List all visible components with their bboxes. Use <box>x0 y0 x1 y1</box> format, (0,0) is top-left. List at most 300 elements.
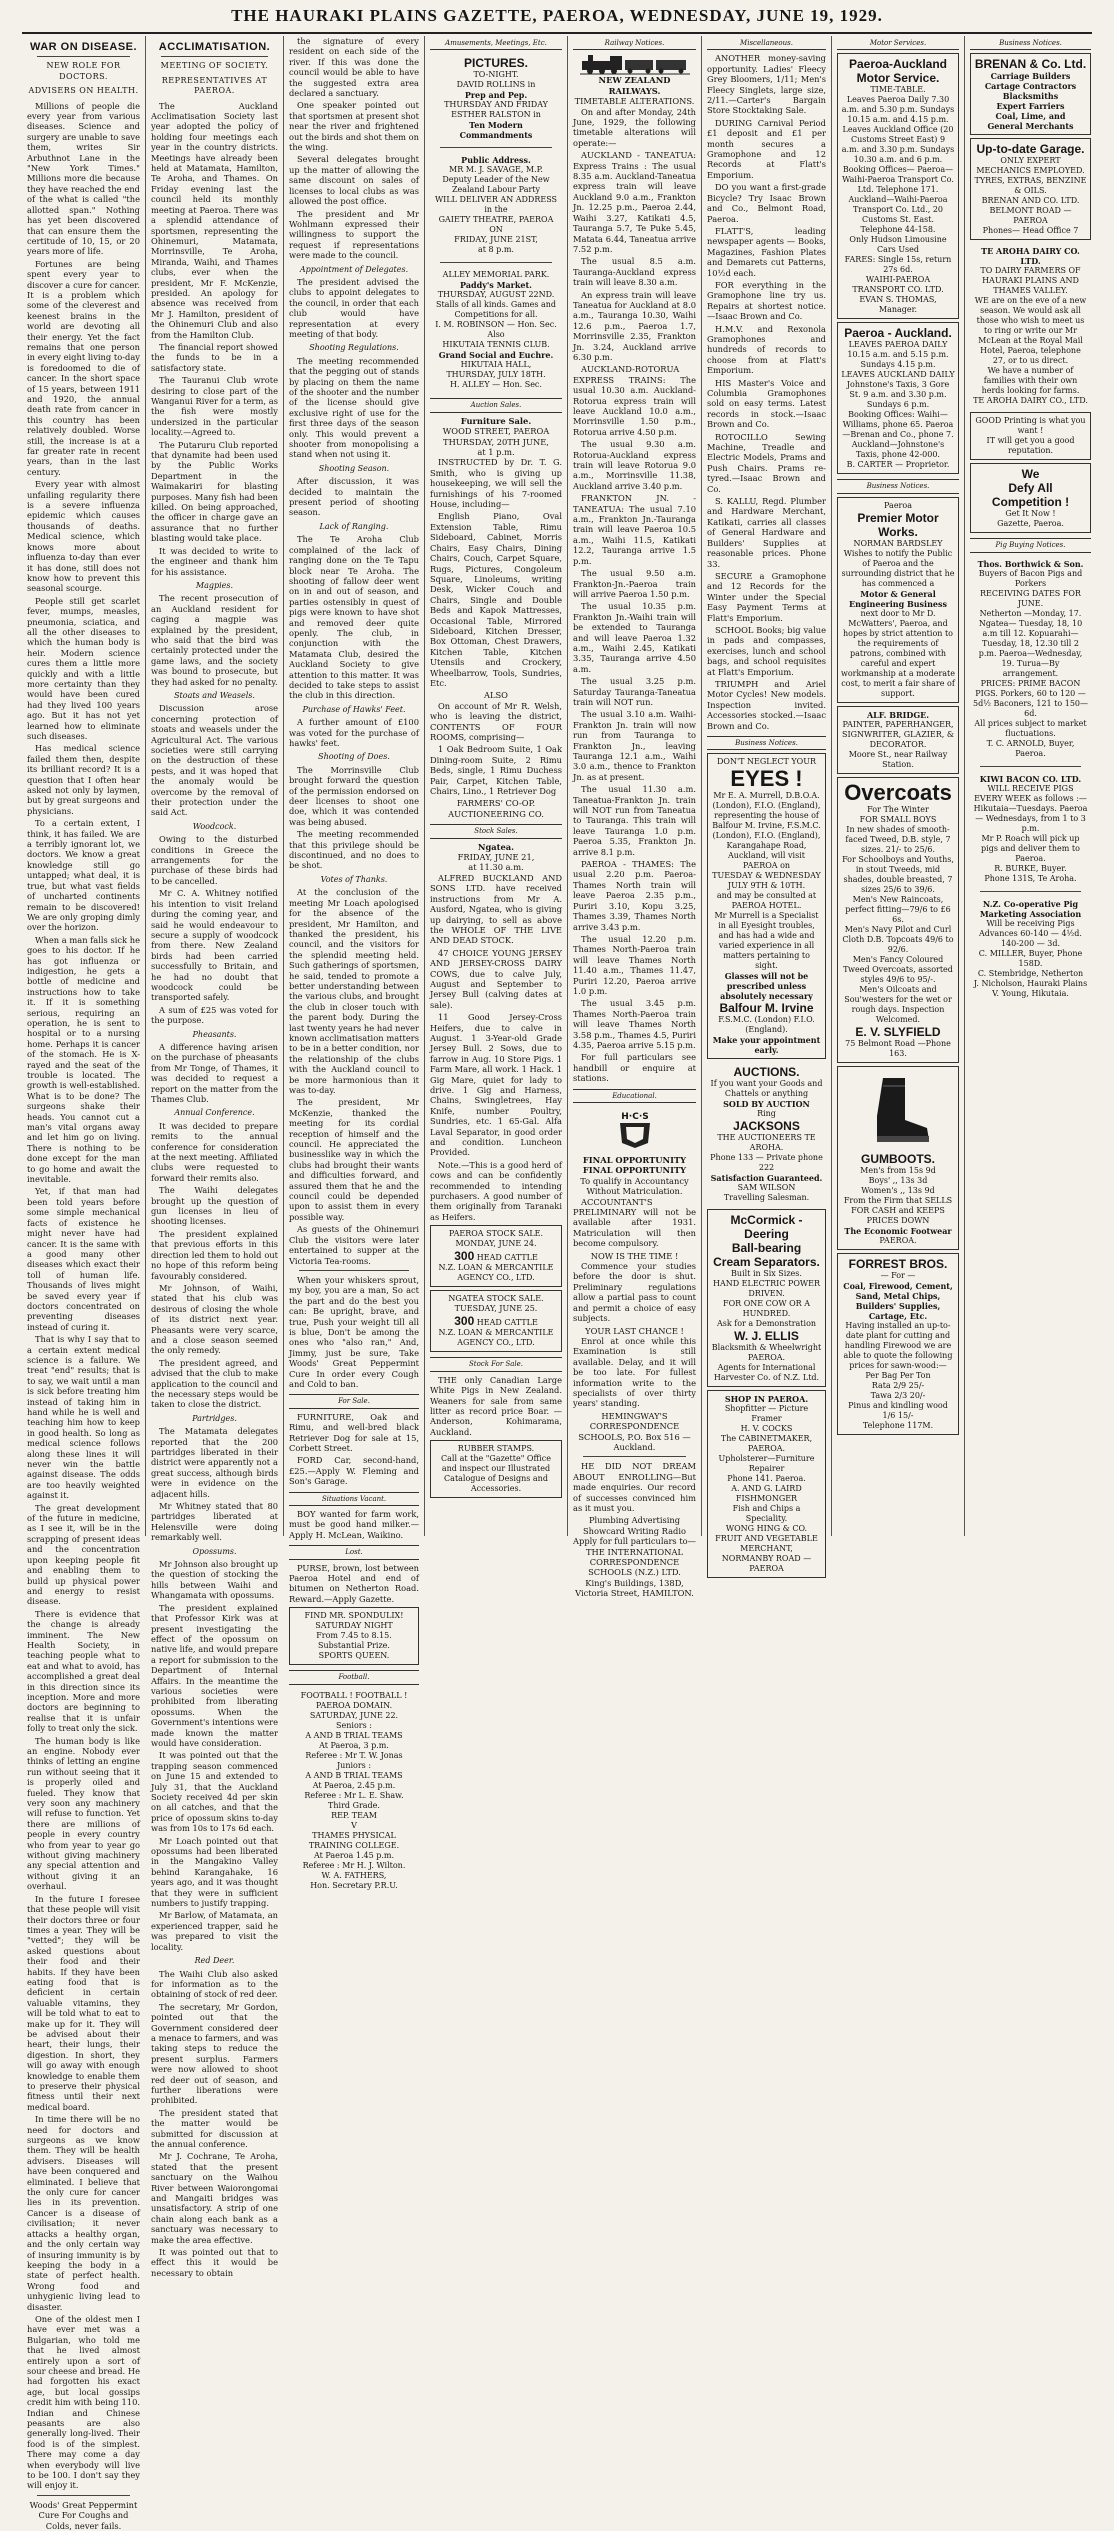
ad-line: Carriage Builders <box>990 71 1071 82</box>
paragraph: Mr Whitney stated that 80 partridges liberated at Helensville were doing remarkably well. <box>151 1501 278 1543</box>
ad-line: To qualify in Accountancy Without Matriculation. <box>580 1175 689 1197</box>
poem: When your whiskers sprout, my boy, you are a man, So act the part and do the best you can: Be upright, brave, and true, Push your weight till all is blue, Don't be among the ones who "also ran," And, Jimmy, just be sure, Take Woods' Great Peppermint Cure In order every Cough and Cold to ban. <box>289 1274 419 1389</box>
ad-title: Paeroa - Auckland. <box>844 326 952 341</box>
column-header: Amusements, Meetings, Etc. <box>430 36 562 50</box>
defy-all-competition-ad <box>970 463 1091 533</box>
ad-line: ESTHER RALSTON in <box>451 110 541 120</box>
ad-line: TIME-TABLE. <box>870 85 926 95</box>
ad-title: BRENAN & Co. Ltd. <box>974 57 1087 72</box>
ad-title: Cream Separators. <box>713 1255 820 1270</box>
paragraph: Enrol at once while this Examination is still available. Delay, and it will be too late. For fullest information write to the specialists of over thirty years' standing. <box>573 1335 696 1409</box>
ad-line: Ask for a Demonstration <box>716 1319 817 1329</box>
ad-line: BELMONT ROAD — PAEROA <box>989 206 1072 226</box>
ad-line: THAMES PHYSICAL TRAINING COLLEGE. <box>308 1830 400 1850</box>
ad-line: Upholsterer—Furniture Repairer <box>718 1454 815 1474</box>
column-header: Business Notices. <box>970 36 1091 50</box>
ad-line: At Paeroa, 2.45 p.m. <box>312 1780 396 1790</box>
ad-line: V. Young, Hikutaia. <box>992 988 1069 998</box>
paragraph: At the conclusion of the meeting Mr Loach apologised for the absence of the president, Mr Hamilton, and thanked the president, his council, and the visitors for the splendid meeting held. Such gatherings of sportsmen, he said, tended to promote a better understanding between the various clubs, and brought the club in closer touch with the parent body. During the last twenty years he had never known acclimatisation matters to be in a better condition, nor the relationship of the clubs with the Auckland council to be more harmonious than it was to-day. <box>289 887 419 1095</box>
section-bar: Stock Sales. <box>430 824 562 838</box>
paragraph: To a certain extent, I think, it has failed. We are a terribly ignorant lot, we doctors. We know a great knowledge still go untapped; what deal, it is true, but what vast fields of uncharted continents remain to be discovered! We are only groping dimly over the horizon. <box>27 818 140 933</box>
divider <box>440 147 552 148</box>
ad-line: SPORTS QUEEN. <box>318 1651 390 1661</box>
section-heading: Shooting Regulations. <box>309 343 399 353</box>
ad-line: Phone 133 — Private phone 222 <box>710 1153 823 1173</box>
ad-line: Deputy Leader of the New Zealand Labour Party <box>442 175 550 195</box>
ad-line: FRIDAY, JUNE 21, <box>457 852 535 863</box>
ad-line: Buyers of Bacon Pigs and Porkers <box>978 568 1083 588</box>
paragraph: The recent prosecution of an Auckland resident for caging a magpie was explained by the president, who said that the bird was certainly protected under the game laws, and the society was bound to prosecute, but they had asked for no penalty. <box>151 593 278 687</box>
ngatea-stock-sale-ad <box>430 1290 562 1352</box>
ad-line: Coal, Firewood, Cement, Sand, Metal Chips, Builders' Supplies, Cartage, Etc. <box>843 1280 953 1321</box>
ad-line: FRUIT AND VEGETABLE MERCHANT, <box>715 1534 818 1554</box>
paragraph: PAEROA - THAMES: The usual 2.20 p.m. Paeroa-Thames North train will leave Paeroa 2.35 p.m., Puriri 3.10, Kopu 3.25, Thames 3.39, Thames North arrive 3.43 p.m. <box>573 859 696 932</box>
paragraph: AUCKLAND - TANEATUA: Express Trains : The usual 8.35 a.m. Auckland-Taneatua express train will leave Auckland 9.0 a.m., Frankton Jn. 12.25 p.m., Paeroa 2.44, Waihi 3.27, Katikati 4.5, Tauranga 5.7, Te Puke 5.45, Matata 6.44, Taneatua arrive 7.52 p.m. <box>573 150 696 254</box>
section-heading: Lack of Ranging. <box>319 521 389 531</box>
ad-line: Referee : Mr H. J. Wilton. <box>302 1860 406 1870</box>
ad-line: LEAVES PAEROA DAILY 10.15 a.m. and 5.15 p.m. Sundays 4.15 p.m. <box>847 340 949 370</box>
section-bar: Lost. <box>289 1545 419 1559</box>
ad-title: McCormick - Deering <box>730 1213 803 1242</box>
good-printing-ad <box>970 412 1091 460</box>
ad-line: TE AROHA DAIRY CO., LTD. <box>973 396 1088 406</box>
ad-line: FARES: Single 15s, return 27s 6d. <box>844 255 952 275</box>
paragraph: The president explained that previous efforts in this direction led them to hold out no hope of this reform being favourably considered. <box>151 1228 278 1281</box>
section-heading: Shooting Season. <box>318 463 390 473</box>
ad-line: Phone 141. Paeroa. <box>727 1474 806 1484</box>
paragraph: 47 CHOICE YOUNG JERSEY AND JERSEY-CROSS DAIRY COWS, due to calve July, August and September to Jersey Bull (calving dates at sale). <box>430 947 562 1010</box>
ad-line: Per Bag Per Ton <box>865 1370 931 1380</box>
masthead <box>0 0 1114 32</box>
paragraph: In time there will be no need for doctors and surgeons as we know them. They will be health advisers. Diseases will have been conquered and eliminated. I believe that the only cure for cancer lies in its prevention. Cancer is a disease of civilisation; it never attacks a healthy organ, and the only certain way of insuring immunity is by keeping the body in a state of perfect health. Wrong food and unhygienic living lead to disaster. <box>27 2114 140 2312</box>
ad-title: FINAL OPPORTUNITY <box>582 1155 687 1165</box>
ad-line: next door to Mr D. McWatters', Paeroa, and hopes by strict attention to the requirements of patrons, combined with careful and expert workmanship at a moderate cost, to merit a fair share of support. <box>841 608 955 698</box>
ad-title: Up-to-date Garage. <box>976 142 1085 157</box>
paragraph: Fortunes are being spent every year to discover a cure for cancer. It is a problem which some of the cleverest and keenest brains in the world are devoting all their energy. Yet the fact remains that one person in every eight living to-day is foredoomed to die of cancer. In the short space of 15 years, between 1911 and 1920, the annual death rate from cancer in this country has been relatively doubled. Worse still, the increase is at a far greater rate in recent years, than in the last century. <box>27 258 140 477</box>
ad-line: Rata 2/9 25/- <box>871 1380 925 1390</box>
ad-line: Pinus and kindling wood 1/6 15/- <box>848 1400 948 1420</box>
paragraph: After discussion, it was decided to maintain the present period of shooting season. <box>289 476 419 518</box>
ad-line: Wishes to notify the Public of Paeroa and the surrounding district that he has commenced a <box>841 548 955 588</box>
paragraph: It was pointed out that the trapping season commenced on June 15 and extended to July 31, that the Auckland Society received 4d per skin on all catches, and that the price of opossum skins to-day was from 10s to 17s 6d each. <box>151 1750 278 1834</box>
hcs-emblem-icon <box>612 1109 658 1149</box>
paragraph: The Waihi delegates brought up the question of gun licenses in lieu of shooting licenses. <box>151 1185 278 1227</box>
column-acclimatisation-continued <box>284 36 425 1890</box>
paeroa-stock-sale-ad <box>430 1225 562 1287</box>
ad-line: ONLY EXPERT MECHANICS EMPLOYED. <box>976 156 1085 176</box>
ad-line: FRIDAY, JUNE 21ST, <box>454 235 538 245</box>
paragraph: The Matamata delegates reported that the 200 partridges liberated in their district were apparently not a great success, although birds were in evidence on the adjacent hills. <box>151 1426 278 1499</box>
ad-line: TUESDAY, JUNE 25. <box>454 1304 538 1314</box>
up-to-date-garage-ad <box>970 138 1091 240</box>
column-miscellaneous <box>702 36 832 1574</box>
section-heading: Partridges. <box>192 1413 237 1423</box>
ad-title: Paddy's Market. <box>460 280 532 291</box>
column-header: Miscellaneous. <box>707 36 826 50</box>
paragraph: Note.—This is a good herd of cows and can be confidently recommended to intending purchasers. A good number of them originally from Taranaki as Heifers. <box>430 1159 562 1222</box>
ad-line: BRENAN AND CO. LTD. <box>981 196 1080 206</box>
ad-line: Blacksmiths <box>1002 91 1059 102</box>
paragraph: Commence your studies before the door is shut. Preliminary regulations allow a partial pass to count and permit a choice of easy subjects. <box>573 1261 696 1324</box>
section-heading: Stoats and Weasels. <box>174 690 255 700</box>
ad-line: NOW IS THE TIME ! <box>590 1250 679 1261</box>
ad-line: WE are on the eve of a new season. We would ask all those who wish to meet us to ring or write our Mr McLean at the Royal Mail Hotel, Paeroa, telephone 27, or to us direct. <box>974 296 1087 366</box>
paragraph: As guests of the Ohinemuri Club the visitors were later entertained to supper at the Victoria Tea-rooms. <box>289 1224 419 1266</box>
ad-line: Will be receiving Pigs <box>986 918 1075 928</box>
column-acclimatisation <box>146 36 284 2278</box>
ad-title: RUBBER STAMPS. <box>457 1444 535 1454</box>
section-heading: Purchase of Hawks' Feet. <box>302 704 406 714</box>
locomotive-icon <box>580 53 690 75</box>
paragraph: Mr J. Cochrane, Te Aroha, stated that the present sanctuary on the Waihou River between Waiorongomai and Mangaiti bridges was unsatisfactory. A strip of one chain along each bank as a sanctuary was necessary to make the area effective. <box>151 2151 278 2245</box>
ad-line: Apply for full particulars to— <box>573 1536 696 1547</box>
ad-title: Defy All <box>1008 481 1053 496</box>
ad-line: THE INTERNATIONAL CORRESPONDENCE SCHOOLS (N.Z.) LTD. <box>585 1546 683 1578</box>
ad-line: Satisfaction Guaranteed. <box>710 1173 823 1184</box>
ad-line: Telephone 117M. <box>862 1420 934 1430</box>
ad-line: THURSDAY, 20TH JUNE, <box>443 436 549 447</box>
ad-line: PAEROA on <box>742 861 791 871</box>
emblem-lettering: H·C·S <box>620 1112 649 1122</box>
ad-line: SOLD BY AUCTION <box>723 1099 810 1110</box>
ad-line: Motor & General Engineering Business <box>848 588 948 609</box>
ad-line: Only Hudson Limousine Cars Used <box>849 235 947 255</box>
ad-line: FOR ONE COW OR A HUNDRED. <box>723 1299 810 1319</box>
classified-ad: FORD Car, second-hand, £25.—Apply W. Fleming and Son's Garage. <box>289 1455 419 1487</box>
paragraph: Mr Johnson, of Waihi, stated that his club was desirous of closing the whole of its district next year. Pheasants were very scarce, and a close season seemed the only remedy. <box>151 1282 278 1356</box>
ad-line: Stalls of all kinds. Games and Competitions for all. <box>435 300 557 320</box>
ad-line: Cartage Contractors <box>984 81 1077 92</box>
article-subhead: MEETING OF SOCIETY. <box>160 61 269 71</box>
ad-line: NORMANBY ROAD — PAEROA <box>721 1554 812 1574</box>
ad-line: N.Z. LOAN & MERCANTILE AGENCY CO., LTD. <box>438 1263 554 1283</box>
divider <box>440 262 552 263</box>
article-headline: ACCLIMATISATION. <box>158 41 271 53</box>
overcoats-ad <box>837 777 959 1063</box>
ad-line: GOOD Printing is what you want ! <box>975 416 1086 436</box>
divider <box>299 1270 409 1271</box>
page-columns <box>22 36 1096 2531</box>
ad-line: Tawa 2/3 20/- <box>870 1390 926 1400</box>
filler-ad: Woods' Great Peppermint Cure For Coughs and Colds, never fails. <box>29 2499 138 2531</box>
ad-line: Booking Offices— Paeroa—Waihi-Paeroa Transport Co. Ltd. Telephone 171. Auckland—Waihi-Paeroa Transport Co. Ltd., 20 Customs St. East. Telephone 44-158. <box>842 165 954 235</box>
classified-ad: ROTOCILLO Sewing Machine, Treadle and Electric Models, Prams and Push Chairs. Prams re-tyred.—Isaac Brown and Co. <box>707 431 826 494</box>
paragraph: Mr Barlow, of Matamata, an experienced trapper, said he was prepared to visit the locality. <box>151 1910 278 1952</box>
section-bar: For Sale. <box>289 1394 419 1408</box>
rubber-stamps-ad <box>430 1440 562 1498</box>
ad-line: A AND B TRIAL TEAMS <box>305 1770 403 1780</box>
paragraph: A further amount of £100 was voted for the purchase of hawks' feet. <box>289 717 419 748</box>
article-subhead: REPRESENTATIVES AT PAEROA. <box>161 75 268 96</box>
paragraph: The meeting recommended that this privilege should be discontinued, and no does to be shot. <box>289 829 419 871</box>
ad-line: SAM WILSON <box>737 1183 796 1193</box>
section-heading: Opossums. <box>192 1546 237 1556</box>
divider <box>980 891 1081 892</box>
ad-line: We have a number of families with their own herds looking for farms. <box>981 366 1080 396</box>
classified-ad: FLATT'S, leading newspaper agents — Books, Magazines, Fashion Plates and Demarets cut Patterns, 10½d each. <box>707 225 826 278</box>
paragraph: Yet, if that man had been told years before some simple mechanical facts of existence he might never have had cancer. It is the same with a good many other diseases which exact their toll of human life. Thousands of lives might be saved every year if doctors concentrated on preventing diseases instead of curing it. <box>27 1186 140 1332</box>
paragraph: Has medical science failed them then, despite its brilliant record? It is a question that I often hear asked not only by laymen, but by great surgeons and physicians. <box>27 743 140 816</box>
paragraph: HE DID NOT DREAM ABOUT ENROLLING—But made enquiries. Our record of successes convinced him as it must you. <box>573 1461 696 1513</box>
ad-line: NORMAN BARDSLEY <box>853 538 943 548</box>
ad-title: PICTURES. <box>463 56 528 71</box>
ad-line: HIKUTAIA HALL, <box>460 360 532 370</box>
paragraph: That is why I say that to a certain extent medical science is a failure. We treat "end" results; that is to say, we wait until a man is sick before treating him instead of taking him in hand while he is well and teaching him how to keep in good health. So long as medical science follows along these lines it will never win the battle against disease. The odds are too heavily weighted against it. <box>27 1334 140 1501</box>
ad-line: SATURDAY NIGHT <box>315 1621 393 1631</box>
ad-line: WILL DELIVER AN ADDRESS <box>434 195 558 205</box>
ad-line: Blacksmith & Wheelwright PAEROA. <box>711 1343 822 1363</box>
pig-marketing-ad <box>970 896 1091 1002</box>
ad-title: Grand Social and Euchre. <box>438 350 554 361</box>
ad-title: E. V. SLYFIELD <box>855 1024 941 1039</box>
head-count: 300 <box>454 1314 475 1329</box>
ad-title: We <box>1021 467 1040 482</box>
auctions-ad <box>707 1062 826 1206</box>
ad-line: C. MILLER, Buyer, Phone 158D. <box>978 948 1083 968</box>
ad-title: Thos. Borthwick & Son. <box>977 558 1084 569</box>
ad-line: RECEIVING DATES FOR JUNE. <box>980 588 1081 608</box>
paragraph: the signature of every resident on each side of the river. If this was done the council would be able to have the suggested extra area declared a sanctuary. <box>289 36 419 99</box>
paragraph: Millions of people die every year from various diseases. Science and surgery are unable to save them, writes Sir Arbuthnot Lane in the "New York Times." Millions more die because they have reached the end of the what is called "the allotted span." Nothing has yet been discovered that can ensure them the certitude of 10, 15, or 20 years more of life. <box>27 100 140 257</box>
divider <box>37 56 130 57</box>
ad-line: DON'T NEGLECT YOUR <box>716 757 817 767</box>
paragraph: The usual 8.5 a.m. Tauranga-Auckland express train will leave 8.30 a.m. <box>573 256 696 288</box>
paragraph: Discussion arose concerning protection of stoats and weasels under the Agricultural Act. The various societies were still carrying on the destruction of these pests, and it was hoped that the anomaly would be overcome by the removal of their protection under the said Act. <box>151 703 278 818</box>
ad-line: Men's Oilcoats and Sou'westers for the wet or rough days. Inspection Welcomed. <box>844 984 952 1024</box>
ad-line: In new shades of smooth-faced Tweed, D.B. style, 7 sizes. 21/- to 25/6. <box>845 824 951 854</box>
ad-line: SATURDAY, JUNE 22. <box>309 1710 399 1720</box>
ad-title: EYES ! <box>730 766 803 792</box>
ad-title: ALF. BRIDGE. <box>866 709 930 720</box>
ad-title: Public Address. <box>461 155 531 166</box>
classified-ad: S. KALLU, Regd. Plumber and Hardware Merchant, Katikati, carries all classes of General Hardware and Builders' Supplies at reasonable prices. Phone 33. <box>707 496 826 569</box>
paragraph: One speaker pointed out that sportsmen at present shot near the river and frightened out the birds and shot them on the wing. <box>289 100 419 153</box>
ad-line: N.Z. LOAN & MERCANTILE AGENCY CO., LTD. <box>438 1328 554 1348</box>
paragraph: In the future I foresee that these people will visit their doctors three or four times a year. They will be "vetted"; they will be asked questions about their food and their habits. If they have been eating food that is deficient in certain valuable vitamins, they will be told what to eat to make up for it. They will be advised about their heart, their lungs, their digestion. In short, they will go away with enough knowledge to enable them to preserve their physical fitness until their next medical board. <box>27 1893 140 2112</box>
section-heading: Annual Conference. <box>174 1108 255 1118</box>
article-subhead: ADVISERS ON HEALTH. <box>28 86 139 96</box>
ad-line: ALLEY MEMORIAL PARK. <box>442 270 550 280</box>
ad-title: SHOP IN PAEROA. <box>724 1394 809 1405</box>
football-notice <box>289 1688 419 1894</box>
ad-line: Phone 131S, Te Aroha. <box>984 873 1077 883</box>
paragraph: The great development of the future in medicine, as I see it, will be in the scrapping of present ideas and the concentration upon keeping people fit and enabling them to build up physical power and energy to resist disease. <box>27 1502 140 1607</box>
ad-line: The CABINETMAKER, PAEROA. <box>720 1434 813 1454</box>
section-bar: Football. <box>289 1670 419 1684</box>
ad-line: Phones— Head Office 7 <box>982 226 1079 236</box>
ad-title: FORREST BROS. <box>848 1256 948 1271</box>
section-bar: Situations Vacant. <box>289 1492 419 1506</box>
paragraph: ALFRED BUCKLAND AND SONS LTD. have received instructions from Mr A. Ausford, Ngatea, who is giving up dairying, to sell as above the WHOLE OF THE LIVE AND DEAD STOCK. <box>430 872 562 946</box>
ad-line: REP. TEAM <box>331 1810 377 1820</box>
ad-title: GUMBOOTS. <box>861 1151 935 1166</box>
ad-line: WAIHI-PAEROA TRANSPORT CO. LTD. <box>852 275 944 295</box>
ad-line: in the <box>484 205 508 215</box>
ad-line: ON <box>489 225 503 235</box>
ad-line: Gazette, Paeroa. <box>997 519 1064 529</box>
ad-title: N.Z. Co-operative Pig Marketing Association <box>979 898 1082 919</box>
ad-line: Hon. Secretary P.R.U. <box>310 1880 398 1890</box>
ad-line: Booking Offices: Waihi—Williams, phone 65. Paeroa—Brenan and Co., phone 7. Auckland—Johnstone's Taxis, phone 42-000. <box>842 410 954 460</box>
ad-line: Netherton —Monday, 17. Ngatea— Tuesday, 18, 10 a.m till 12. Kopuarahi—Tuesday, 18, 12.30 till 2 p.m. Paeroa—Wednesday, 19. Turua—By arrangement. <box>978 608 1083 678</box>
newspaper-title: THE HAURAKI PLAINS GAZETTE, PAEROA, WEDNESDAY, JUNE 19, 1929. <box>231 6 883 25</box>
ad-line: Expert Farriers <box>996 101 1065 112</box>
paragraph: Every year with almost unfailing regularity there is a severe influenza epidemic which causes thousands of deaths. Medical science, which knows more about influenza to-day than ever it has done, still does not know how to prevent this seasonal scourge. <box>27 479 140 594</box>
ad-line: 75 Belmont Road —Phone 163. <box>845 1038 951 1058</box>
ad-line: Moore St., near Railway Station. <box>848 749 948 769</box>
ad-line: General Merchants <box>987 121 1074 132</box>
ad-line: at 1 p.m. <box>477 447 515 458</box>
ad-line: Men's from 15s 9d <box>860 1165 936 1175</box>
ad-title: Balfour M. Irvine <box>719 1001 814 1016</box>
classified-ad: ANOTHER money-saving opportunity. Ladies' Fleecy Grey Bloomers, 1/11; Men's Fleecy Singlets, large size, 2/11.—Carter's Bargain Store Stocktaking Sale. <box>707 53 826 116</box>
ad-line: TO-NIGHT. <box>473 70 519 80</box>
paragraph: English Piano, Oval Extension Table, Rimu Sideboard, Cabinet, Morris Chairs, Easy Chairs, Dining Chairs, Couch, Carpet Square, Rugs, Pictures, Congoleum Square, Linoleums, writing Desk, Wicker Couch and Chairs, Single and Double Beds and Kapok Mattresses, Occasional Table, Mirrored Sideboard, Kitchen Dresser, Box Ottoman, Chest Drawers, Kitchen Table, Kitchen Utensils and Crockery, Wheelbarrow, Tools, Sundries, Etc. <box>430 511 562 688</box>
ad-line: All prices subject to market fluctuations. <box>974 718 1087 738</box>
paeroa-auckland-service-ad <box>837 322 959 474</box>
paragraph: A sum of £25 was voted for the purpose. <box>151 1004 278 1026</box>
classified-ad: TRIUMPH and Ariel Motor Cycles! New models. Inspection invited. Accessories stocked.—Isaac Brown and Co. <box>707 678 826 731</box>
ad-line: and may be consulted at PAEROA HOTEL. <box>716 891 817 911</box>
paragraph: The usual 11.30 a.m. Taneatua-Frankton Jn. train will NOT run from Taneatua to Tauranga. This train will leave Tauranga 1.0 p.m. Paeroa 5.35, Frankton Jn. arrive 8.1 p.m. <box>573 784 696 857</box>
section-bar: Business Notices. <box>837 479 959 493</box>
paeroa-auckland-motor-ad <box>837 53 959 319</box>
ad-line: A AND B TRIAL TEAMS <box>305 1730 403 1740</box>
ad-line: W. A. FATHERS, <box>321 1870 387 1880</box>
ad-line: Travelling Salesman. <box>723 1193 810 1203</box>
section-heading: Woodcock. <box>192 821 237 831</box>
ad-title: KIWI BACON CO. LTD. <box>979 773 1082 784</box>
ad-line: From 7.45 to 8.15. <box>316 1631 392 1641</box>
classified-ad: THE only Canadian Large White Pigs in New Zealand. Weaners for sale from same litter as record price Boar. — Anderson, Kohimarama, Auckland. <box>430 1374 562 1437</box>
alf-bridge-ad <box>837 706 959 774</box>
paragraph: The financial report showed the funds to be in a satisfactory state. <box>151 341 278 373</box>
ad-line: Also <box>487 330 505 340</box>
ad-line: Get It Now ! <box>1005 509 1056 519</box>
ad-line: HIKUTAIA TENNIS CLUB. <box>442 340 550 350</box>
ad-line: WILL RECEIVE PIGS EVERY WEEK as follows :— <box>974 783 1087 803</box>
ad-title: TE AROHA DAIRY CO. LTD. <box>981 246 1080 267</box>
paragraph: Mr Loach pointed out that opossums had been liberated in the Mangakino Valley behind Karangahake, 16 years ago, and it was thought that they were in sufficient numbers to justify trapping. <box>151 1835 278 1909</box>
paragraph: The usual 3.25 p.m. Saturday Tauranga-Taneatua train will NOT run. <box>573 676 696 707</box>
ad-line: Mr E. A. Murrell, D.B.O.A. (London), F.I.O. (England), representing the house of Balfour M. Irvine, F.S.M.C. (London), F.I.O. (England), Karangahape Road, Auckland, will visit <box>712 791 821 861</box>
ad-line: THURSDAY, JULY 18TH. <box>446 370 546 380</box>
ad-line: Having installed an up-to-date plant for cutting and handling Firewood we are able to quote the following prices for sawn-wood:— <box>843 1320 953 1370</box>
paragraph: The president and Mr Wohlmann expressed their willingness to support the request if representations were made to the council. <box>289 208 419 261</box>
spondulix-ad <box>289 1607 419 1665</box>
ad-title: FOOTBALL ! FOOTBALL ! <box>300 1690 408 1700</box>
ad-line: Boys' ,, 13s 3d <box>868 1175 928 1185</box>
section-heading: Pheasants. <box>192 1029 237 1039</box>
section-bar: Business Notices. <box>707 736 826 750</box>
ad-line: HEAD CATTLE <box>476 1253 538 1263</box>
paragraph: The secretary, Mr Gordon, pointed out that the Government considered deer a menace to farmers, and was taking steps to reduce the present surplus. Farmers were now allowed to shoot red deer out of season, and further liberations were prohibited. <box>151 2001 278 2106</box>
section-bar: Educational. <box>573 1089 696 1103</box>
paragraph: On and after Monday, 24th June, 1929, the following timetable alterations will operate:— <box>573 106 696 148</box>
ad-line: at 11.30 a.m. <box>468 862 524 873</box>
ad-line: Referee : Mr L. E. Shaw. <box>304 1790 404 1800</box>
ad-line: LEAVES AUCKLAND DAILY Johnstone's Taxis, 3 Gore St. 9 a.m. and 3.30 p.m. Sundays 6 p.m. <box>841 370 955 410</box>
ad-line: Mr P. Roach will pick up pigs and deliver them to Paeroa. <box>981 833 1080 863</box>
paragraph: The president explained that Professor Kirk was at present investigating the effect of the opossum on native life, and would prepare a report for submission to the Department of Internal Affairs. In the meantime the various societies were prohibited from liberating opossums. When the Government's intentions were made known the matter would have consideration. <box>151 1602 278 1748</box>
paragraph: The usual 12.20 p.m. Thames North-Paeroa train will leave Thames North 11.40 a.m., Thames 11.47, Puriri 12.20, Paeroa arrive 1.0 p.m. <box>573 933 696 996</box>
column-header: Railway Notices. <box>573 36 696 50</box>
forrest-bros-ad <box>837 1253 959 1435</box>
section-heading: Shooting of Does. <box>318 752 390 762</box>
ad-title: NEW ZEALAND RAILWAYS. <box>598 75 671 96</box>
column-motor-services <box>832 36 965 1536</box>
ad-line: King's Buildings, 138D, Victoria Street, HAMILTON. <box>575 1577 694 1599</box>
ad-line: FISHMONGER <box>735 1494 798 1504</box>
paragraph: The Auckland Acclimatisation Society last year adopted the policy of holding four meetings each year in the country districts. Meetings have already been held at Matamata, Hamilton, Te Aroha, and Thames. On Friday evening last the council held its monthly meeting at Paeroa. There was a splendid attendance of sportsmen, representing the Ohinemuri, Matamata, Morrinsville, Te Aroha, Miranda, Waihi, and Thames clubs, ever when the president, Mr F. McKenzie, presided. An apology for absence was received from Mr J. Hamilton, president of the Ohinemuri Club and also from the Hamilton Club. <box>151 100 278 340</box>
paragraph: An express train will leave Taneatua for Auckland at 8.0 a.m., Tauranga 10.30, Waihi 12.6 p.m., Paeroa 1.7, Morrinsville 2.35, Frankton Jn. 3.24, Auckland arrive 6.30 p.m. <box>573 289 696 362</box>
ad-title: Premier Motor Works. <box>857 510 939 539</box>
ad-line: EVAN S. THOMAS, Manager. <box>859 295 937 315</box>
ad-line: At Paeroa 1.45 p.m. <box>313 1850 395 1860</box>
ad-line: J. Nicholson, Hauraki Plains <box>973 978 1088 988</box>
paragraph: People still get scarlet fever, mumps, measles, pneumonia, sciatica, and all the other diseases to which the human body is heir. Modern science cures them a little more quickly and with a little more certainty than they would have been cured had they lived 100 years ago. But it has not yet learned how to eliminate such diseases. <box>27 595 140 741</box>
ad-line: Referee : Mr T. W. Jonas <box>305 1750 403 1760</box>
classified-ad: BOY wanted for farm work, must be good hand milker.—Apply H. McLean, Waikino. <box>289 1509 419 1540</box>
paragraph: The usual 9.30 a.m. Rotorua-Auckland express train will leave Rotorua 9.0 a.m., Morrinsville 11.38, Auckland arrive 3.40 p.m. <box>573 439 696 491</box>
ad-line: HEAD CATTLE <box>476 1318 538 1328</box>
paragraph: The meeting recommended that the pegging out of stands by placing on them the name of the shooter and the number of the license should give exclusive right of use for the first three days of the season only. This would prevent a shooter from monopolising a stand when not using it. <box>289 355 419 460</box>
article-subhead: NEW ROLE FOR DOCTORS. <box>46 61 121 81</box>
ad-line: Paeroa <box>884 500 912 510</box>
ad-line: ALSO <box>484 690 508 701</box>
classified-ad: H.M.V. and Rexonola Gramophones and hundreds of records to choose from at Flatt's Emporium. <box>707 323 826 376</box>
ad-title: Overcoats <box>844 779 952 805</box>
ad-line: Third Grade. <box>328 1800 380 1810</box>
section-heading: Red Deer. <box>194 1956 235 1966</box>
classified-ad: PURSE, brown, lost between Paeroa Hotel and end of bitumen on Netherton Road. Reward.—Apply Gazette. <box>289 1562 419 1604</box>
ad-line: For Schoolboys and Youths, in stout Tweeds, mid shades, double breasted, 7 sizes 25/6 to 39/6. <box>842 854 954 894</box>
classified-ad: SCHOOL Books; big value in pads and compasses, exercises, lunch and school bags, and school requisites at Flatt's Emporium. <box>707 624 826 677</box>
divider <box>161 56 268 57</box>
paragraph: 11 Good Jersey-Cross Heifers, due to calve in August. 1 3-Year-old Grade Jersey Bull. 2 Sows, due to farrow in Aug. 10 Store Pigs. 1 Farm Mare, all work. 1 Hack. 1 Gig Mare, quiet for lady to drive. 1 Gig and Harness, Chains, Swingletrees, Hay Knife, number Poultry, Sundries, etc. 1 65-Gal. Alfa Laval Separator, in good order and condition. Luncheon Provided. <box>430 1012 562 1158</box>
ad-line: Coal, Lime, and <box>995 111 1066 122</box>
paragraph: One of the oldest men I have ever met was a Bulgarian, who told me that he lived almost entirely upon a sort of sour cheese and bread. He had forgotten his exact age, but local gossips credit him with being 110. Indian and Chinese peasants are also generally long-lived. Their food is of the simplest. There may come a day when everybody will live to be 100. I don't say they will enjoy it. <box>27 2313 140 2491</box>
ad-line: Men's New Raincoats, perfect fitting—79/6 to £6 6s. <box>845 894 951 924</box>
paragraph: It was decided to write to the engineer and thank him for his assistance. <box>151 545 278 577</box>
ad-title: Furniture Sale. <box>460 415 532 426</box>
paragraph: It was pointed out that to effect this it would be necessary to obtain <box>151 2247 278 2278</box>
ad-line: At Paeroa, 3 p.m. <box>319 1740 389 1750</box>
paragraph: The usual 9.50 a.m. Frankton-Jn.-Paeroa train will arrive Paeroa 1.50 p.m. <box>573 568 696 599</box>
ad-line: Juniors : <box>336 1760 372 1770</box>
ad-line: Make your appointment early. <box>712 1035 821 1056</box>
paragraph: The president agreed, and advised that the club to make application to the council and the necessary steps would be taken to close the district. <box>151 1357 278 1410</box>
paragraph: The Tauranui Club wrote desiring to close part of the Wanganui River for a term, as the fish were mostly undersized in the particular locality.—Agreed to. <box>151 375 278 438</box>
paragraph: Mr C. A. Whitney notified his intention to visit Ireland during the coming year, and said he would endeavour to secure a supply of woodcock from there. New Zealand birds had been carried successfully to Britain, and he had no doubt that woodcock could be transported safely. <box>151 888 278 1003</box>
ad-line: Ten Modern Commandments <box>459 120 533 141</box>
paragraph: The Waihi Club also asked for information as to the obtaining of stock of red deer. <box>151 1968 278 2000</box>
paragraph: On account of Mr R. Welsh, who is leaving the district, CONTENTS OF FOUR ROOMS, comprising— <box>430 700 562 742</box>
paragraph: The Morrinsville Club brought forward the question of the permission endorsed on deer licenses to shoot one doe, which it was contended was being abused. <box>289 764 419 827</box>
ad-line: I. M. ROBINSON — Hon. Sec. <box>435 320 557 330</box>
ad-line: TUESDAY & WEDNESDAY JULY 9TH & 10TH. <box>712 871 821 891</box>
article-headline: WAR ON DISEASE. <box>29 41 138 53</box>
ad-title: FIND MR. SPONDULIX! <box>304 1611 404 1621</box>
ad-line: Built in Six Sizes. <box>731 1269 802 1279</box>
shop-in-paeroa-ad <box>707 1390 826 1578</box>
paragraph: The president stated that the matter would be submitted for discussion at the annual conference. <box>151 2107 278 2149</box>
classified-ad: HIS Master's Voice and Columbia Gramophones sold on easy terms. Latest records in stock.—Isaac Brown and Co. <box>707 377 826 430</box>
ad-title: AUCTIONS. <box>733 1065 800 1080</box>
ad-line: PAINTER, PAPERHANGER, SIGNWRITER, GLAZIER, & DECORATOR. <box>842 719 954 749</box>
borthwick-ad <box>970 556 1091 762</box>
ad-title: Competition ! <box>991 495 1070 510</box>
